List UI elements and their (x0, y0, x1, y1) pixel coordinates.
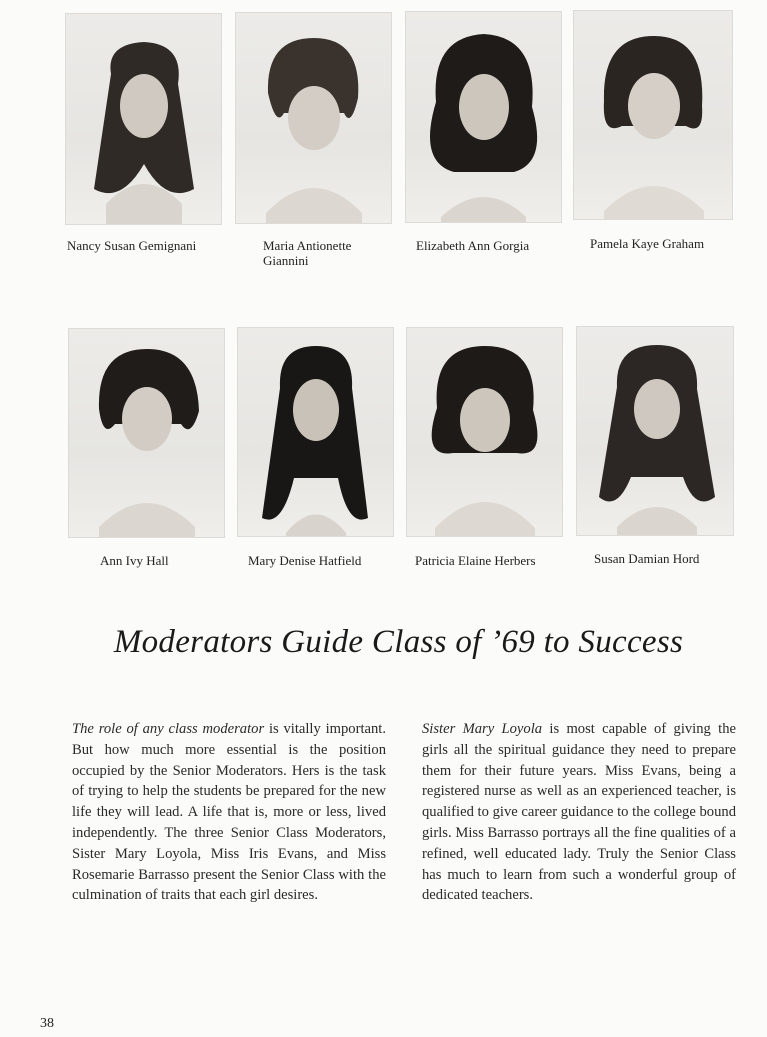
article-lead-left: The role of any class moderator (72, 721, 265, 737)
portrait-image (577, 327, 733, 535)
portrait-caption-1: Nancy Susan Gemignani (67, 238, 197, 253)
article-text-left: is vitally important. But how much more essential is the position occupied by the Senior Moderators. Hers is the task of trying to help the students be prepared for the new life they will lead. A life that is, more or less, lived independently. The three Senior Class Moderators, Sister Mary Loyola, Miss Iris Evans, and Miss Rosemarie Barrasso present the Senior Class with the culmination of traits that each girl desires. (72, 721, 386, 904)
portrait-image (407, 328, 562, 536)
portrait-caption-6: Mary Denise Hatfield (248, 553, 362, 568)
article-text-right: is most capable of giving the girls all the spiritual guidance they need to prepare them for their future years. Miss Evans, being a registered nurse as well as an experienced teacher, is qualified to give career guidance to the college bound girls. Miss Barrasso portrays all the fine qualities of a refined, well educated lady. Truly the Senior Class has much to learn from such a wonderful group of dedicated teachers. (422, 721, 736, 904)
page-headline: Moderators Guide Class of ’69 to Success (113, 624, 684, 660)
portrait-caption-7: Patricia Elaine Herbers (415, 553, 536, 568)
article-column-right (422, 719, 736, 906)
portrait-photo-8 (576, 326, 734, 536)
portrait-photo-7 (406, 327, 563, 537)
article-lead-right: Sister Mary Loyola (422, 721, 543, 737)
portrait-photo-6 (237, 327, 394, 537)
portrait-caption-3: Elizabeth Ann Gorgia (416, 238, 530, 253)
portrait-photo-1 (65, 13, 222, 225)
portrait-image (406, 12, 561, 222)
page-number: 38 (40, 1016, 54, 1031)
portrait-image (66, 14, 221, 224)
portrait-photo-2 (235, 12, 392, 224)
portrait-image (574, 11, 732, 219)
portrait-caption-5: Ann Ivy Hall (100, 553, 169, 568)
portrait-image (238, 328, 393, 536)
portrait-caption-8: Susan Damian Hord (594, 551, 700, 566)
portrait-photo-5 (68, 328, 225, 538)
portrait-image (69, 329, 224, 537)
portrait-photo-3 (405, 11, 562, 223)
portrait-caption-4: Pamela Kaye Graham (590, 236, 705, 251)
portrait-caption-2: Maria Antionette Giannini (263, 238, 352, 268)
portrait-image (236, 13, 391, 223)
article-column-left (72, 719, 386, 906)
portrait-photo-4 (573, 10, 733, 220)
